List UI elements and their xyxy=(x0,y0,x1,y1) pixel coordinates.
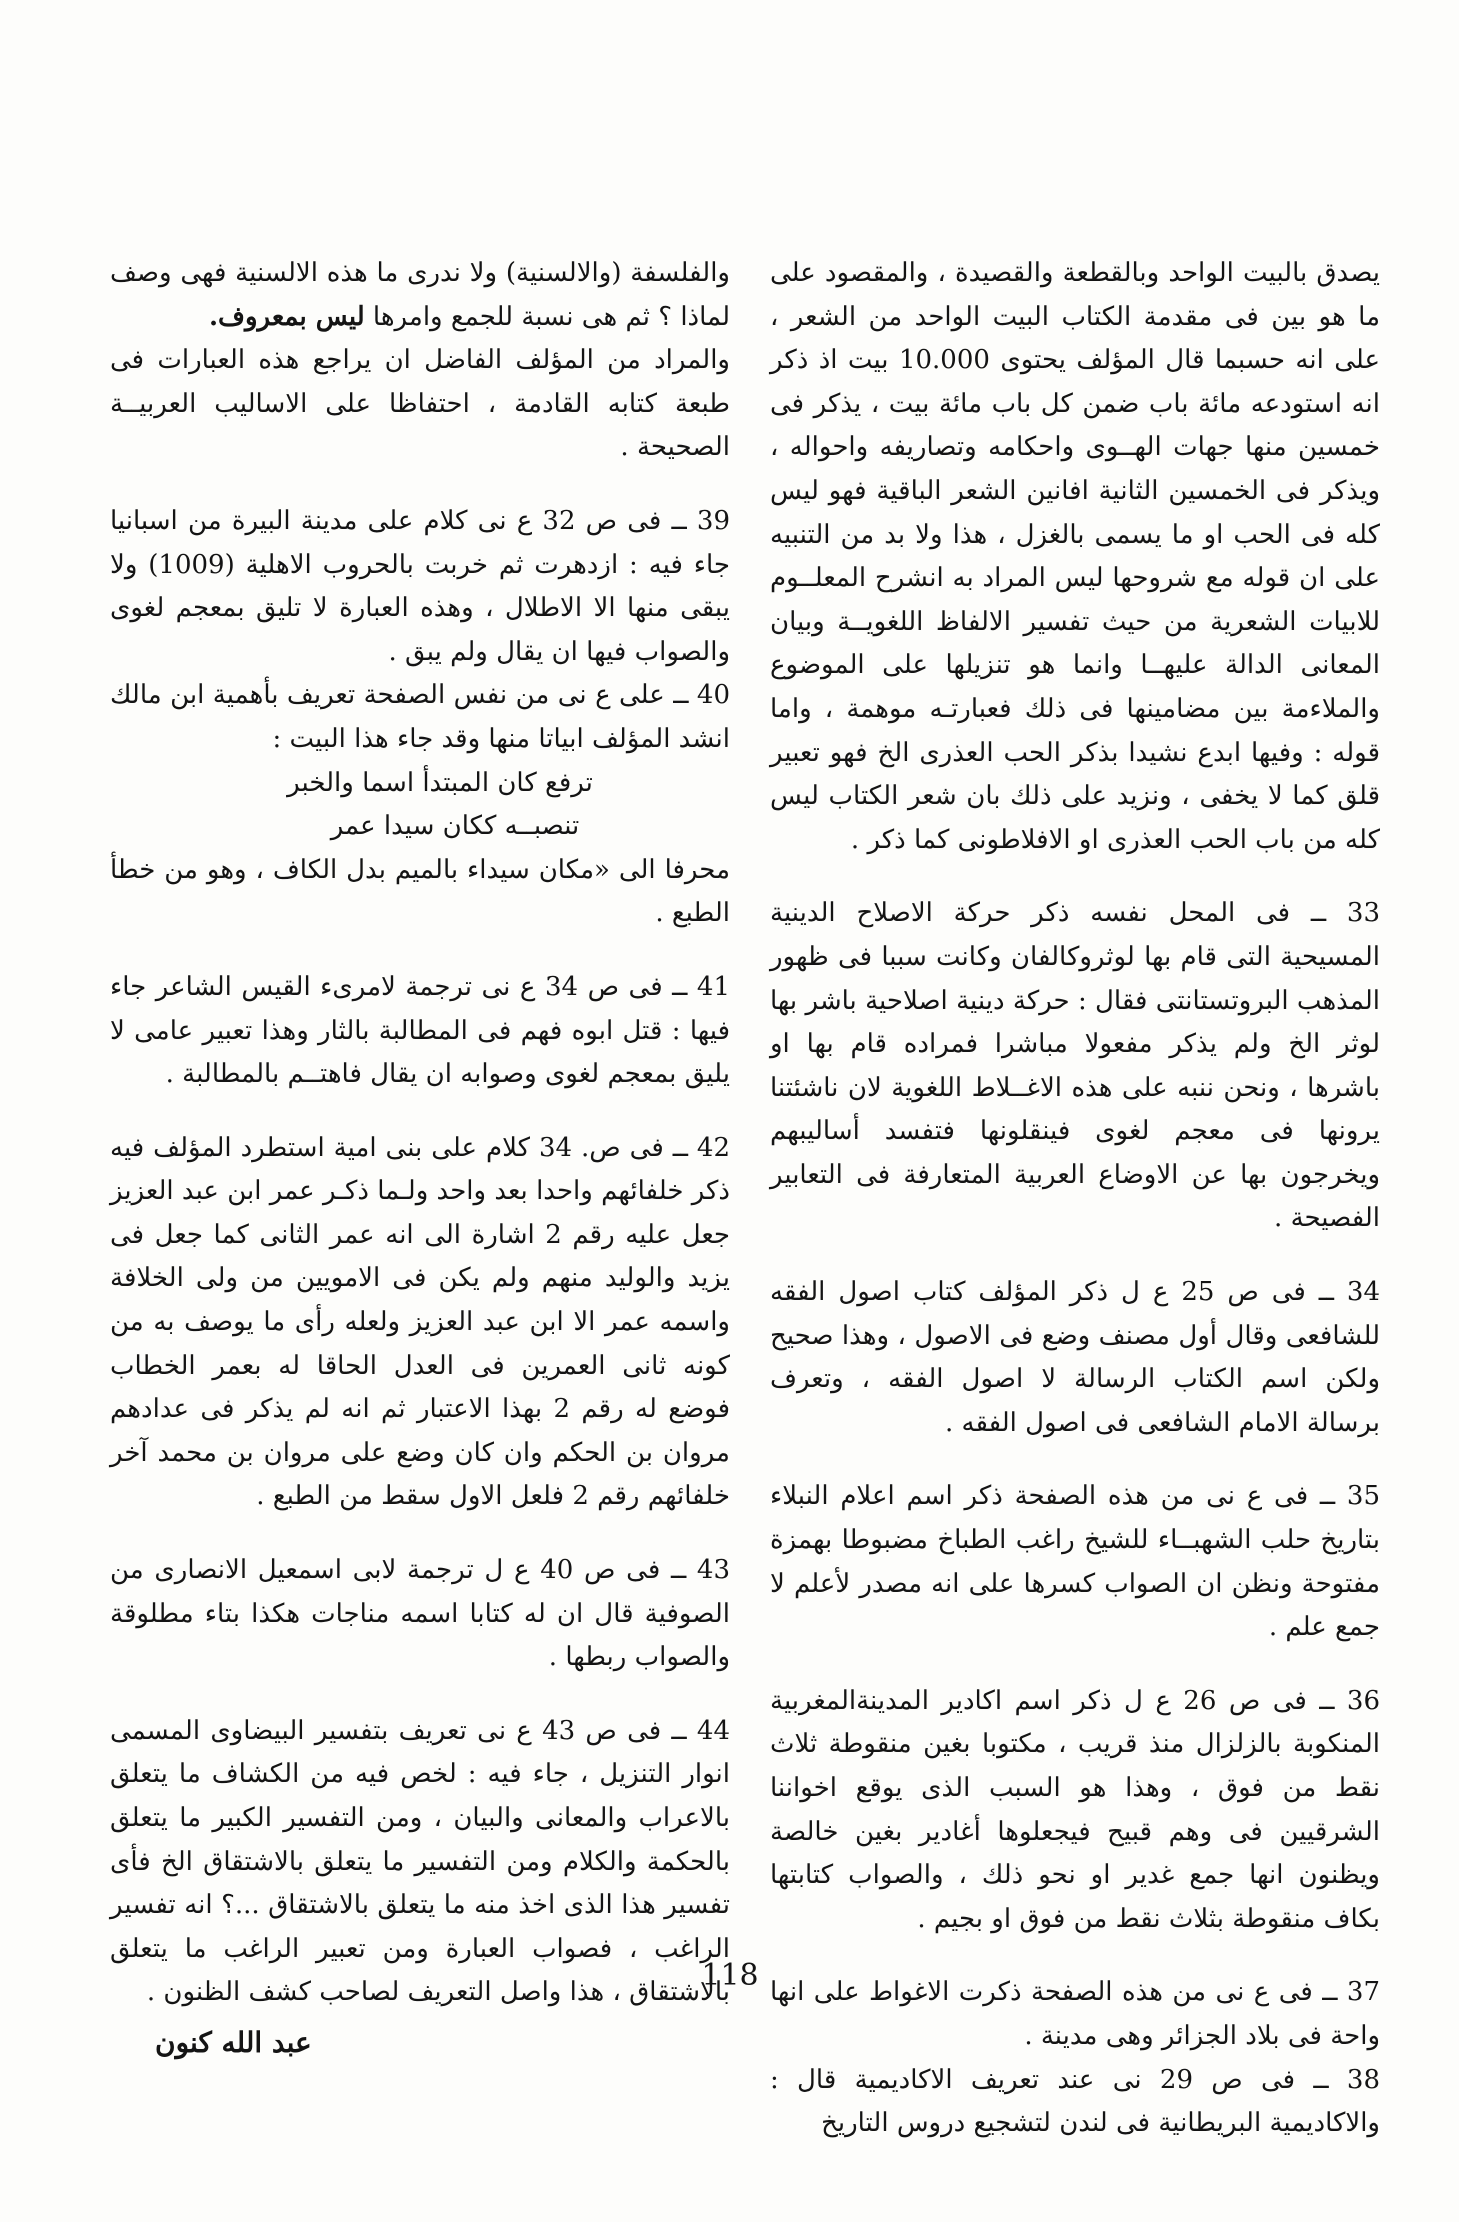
paragraph-36: 36 ــ فى ص 26 ع ل ذكر اسم اكادير المدينةالمغربية المنكوبة بالزلزال منذ قريب ، مكتوبا بغين منقوطة ثلاث نقط من فوق ، وهذا هو السبب الذى يوقع اخواننا الشرقيين فى وهم قبيح فيجعلوها أغادير بغين خالصة ويظنون انها جمع غدير او نحو ذلك ، والصواب كتابتها بكاف منقوطة بثلاث نقط من فوق او بجيم . xyxy=(770,1685,1380,1934)
left-column xyxy=(110,252,730,2065)
paragraph-42: 42 ــ فى ص. 34 كلام على بنى امية استطرد المؤلف فيه ذكر خلفائهم واحدا بعد واحد ولـما ذكـر عمر ابن عبد العزيز جعل عليه رقم 2 اشارة الى انه عمر الثانى كما جعل فى يزيد والوليد منهم ولم يكن فى الامويين من ولى الخلافة واسمه عمر الا ابن عبد العزيز ولعله رأى ما يوصف به من كونه ثانى العمرين فى العدل الحاقا له بعمر الخطاب فوضع له رقم 2 بهذا الاعتبار ثم انه لم يذكر فى عدادهم مروان بن الحكم وان كان وضع على مروان بن محمد آخر خلفائهم رقم 2 فلعل الاول سقط من الطبع . xyxy=(110,1132,731,1512)
paragraph-38: 38 ــ فى ص 29 نى عند تعريف الاكاديمية قال : والاكاديمية البريطانية فى لندن لتشجيع دروس التاريخ xyxy=(770,2064,1381,2139)
paragraph-33: 33 ــ فى المحل نفسه ذكر حركة الاصلاح الدينية المسيحية التى قام بها لوثروكالفان وكانت سببا فى ظهور المذهب البروتستانتى فقال : حركة دينية اصلاحية باشر بها لوثر الخ ولم يذكر مفعولا مباشرا فمراده قام بها او باشرها ، ونحن ننبه على هذه الاغــلاط اللغوية لان ناشئتنا يرونها فى معجم لغوى فينقلونها فتفسد أساليبهم ويخرجون بها عن الاوضاع العربية المتعارفة فى التعابير الفصيحة . xyxy=(770,898,1380,1234)
page-number: 118 xyxy=(701,1958,759,1993)
poem-verse-2: تنصبــه ككان سيدا عمر xyxy=(330,811,580,842)
paragraph-continued-text: والفلسفة (والالسنية) ولا ندرى ما هذه الالسنية فهى وصف لماذا ؟ ثم هى نسبة للجمع وامرها xyxy=(110,258,730,332)
paragraph-continued xyxy=(110,252,730,339)
paragraph-44: 44 ــ فى ص 43 ع نى تعريف بتفسير البيضاوى المسمى انوار التنزيل ، جاء فيه : لخص فيه من الكشاف ما يتعلق بالاعراب والمعانى والبيان ، ومن التفسير الكبير ما يتعلق بالحكمة والكلام ومن التفسير ما يتعلق بالاشتقاق الخ فأى تفسير هذا الذى اخذ منه ما يتعلق بالاشتقاق ...؟ انه تفسير الراغب ، فصواب العبارة ومن تعبير الراغب ما يتعلق بالاشتقاق ، هذا واصل التعريف لصاحب كشف الظنون . xyxy=(110,1715,730,2008)
paragraph-intro: يصدق بالبيت الواحد وبالقطعة والقصيدة ، والمقصود على ما هو بين فى مقدمة الكتاب البيت الواحد من الشعر ، على انه حسبما قال المؤلف يحتوى 10.000 بيت اذ ذكر انه استودعه مائة باب ضمن كل باب مائة بيت ، يذكر فى خمسين منها جهات الهــوى واحكامه وتصاريفه واحواله ، ويذكر فى الخمسين الثانية افانين الشعر الباقية فهو ليس كله فى الحب او ما يسمى بالغزل ، هذا ولا بد من التنبيه على ان قوله مع شروحها ليس المراد به انشرح المعلــوم للابيات الشعرية من حيث تفسير الالفاظ اللغويــة وبيان المعانى الدالة عليهــا وانما هو تنزيلها على الموضوع والملاءمة بين مضامينها فى ذلك فعبارتـه موهمة ، واما قوله : وفيها ابدع نشيدا بذكر الحب العذرى الخ فهو تعبير قلق كما لا يخفى ، ونزيد على ذلك بان شعر الكتاب ليس كله من باب الحب العذرى او الافلاطونى كما ذكر . xyxy=(770,258,1380,855)
paragraph-35: 35 ــ فى ع نى من هذه الصفحة ذكر اسم اعلام النبلاء بتاريخ حلب الشهبــاء للشيخ راغب الطباخ مضبوطا بهمزة مفتوحة ونظن ان الصواب كسرها على انه مصدر لأعلم لا جمع علم . xyxy=(770,1481,1380,1643)
paragraph-40: 40 ــ على ع نى من نفس الصفحة تعريف بأهمية ابن مالك انشد المؤلف ابياتا منها وقد جاء هذا البيت : xyxy=(110,680,730,754)
paragraph-41: 41 ــ فى ص 34 ع نى ترجمة لامرىء القيس الشاعر جاء فيها : قتل ابوه فهم فى المطالبة بالثار وهذا تعبير عامى لا يليق بمعجم لغوى وصوابه ان يقال فاهتــم بالمطالبة . xyxy=(110,971,730,1090)
paragraph-recommendation: والمراد من المؤلف الفاضل ان يراجع هذه العبارات فى طبعة كتابه القادمة ، احتفاظا على الاساليب العربيــة الصحيحة . xyxy=(110,345,730,463)
paragraph-34: 34 ــ فى ص 25 ع ل ذكر المؤلف كتاب اصول الفقه للشافعى وقال أول مصنف وضع فى الاصول ، وهذا صحيح ولكن اسم الكتاب الرسالة لا اصول الفقه ، وتعرف برسالة الامام الشافعى فى اصول الفقه . xyxy=(770,1277,1380,1438)
paragraph-40-continued: محرفا الى «مكان سيداء بالميم بدل الكاف ، وهو من خطأ الطبع . xyxy=(110,854,730,929)
emphasis-text: ليس بمعروف. xyxy=(208,301,365,332)
poem-verse-1: ترفع كان المبتدأ اسما والخبر xyxy=(287,767,593,798)
paragraph-37: 37 ــ فى ع نى من هذه الصفحة ذكرت الاغواط على انها واحة فى بلاد الجزائر وهى مدينة . xyxy=(770,1977,1380,2051)
author-signature: عبد الله كنون xyxy=(155,2025,312,2059)
paragraph-43: 43 ــ فى ص 40 ع ل ترجمة لابى اسمعيل الانصارى من الصوفية قال ان له كتابا اسمه مناجات هكذا بتاء مطلوقة والصواب ربطها . xyxy=(110,1555,730,1673)
right-column xyxy=(770,252,1380,2146)
paragraph-39: 39 ــ فى ص 32 ع نى كلام على مدينة البيرة من اسبانيا جاء فيه : ازدهرت ثم خربت بالحروب الاهلية (1009) ولا يبقى منها الا الاطلال ، وهذه العبارة لا تليق بمعجم لغوى والصواب فيها ان يقال ولم يبق . xyxy=(110,505,731,667)
